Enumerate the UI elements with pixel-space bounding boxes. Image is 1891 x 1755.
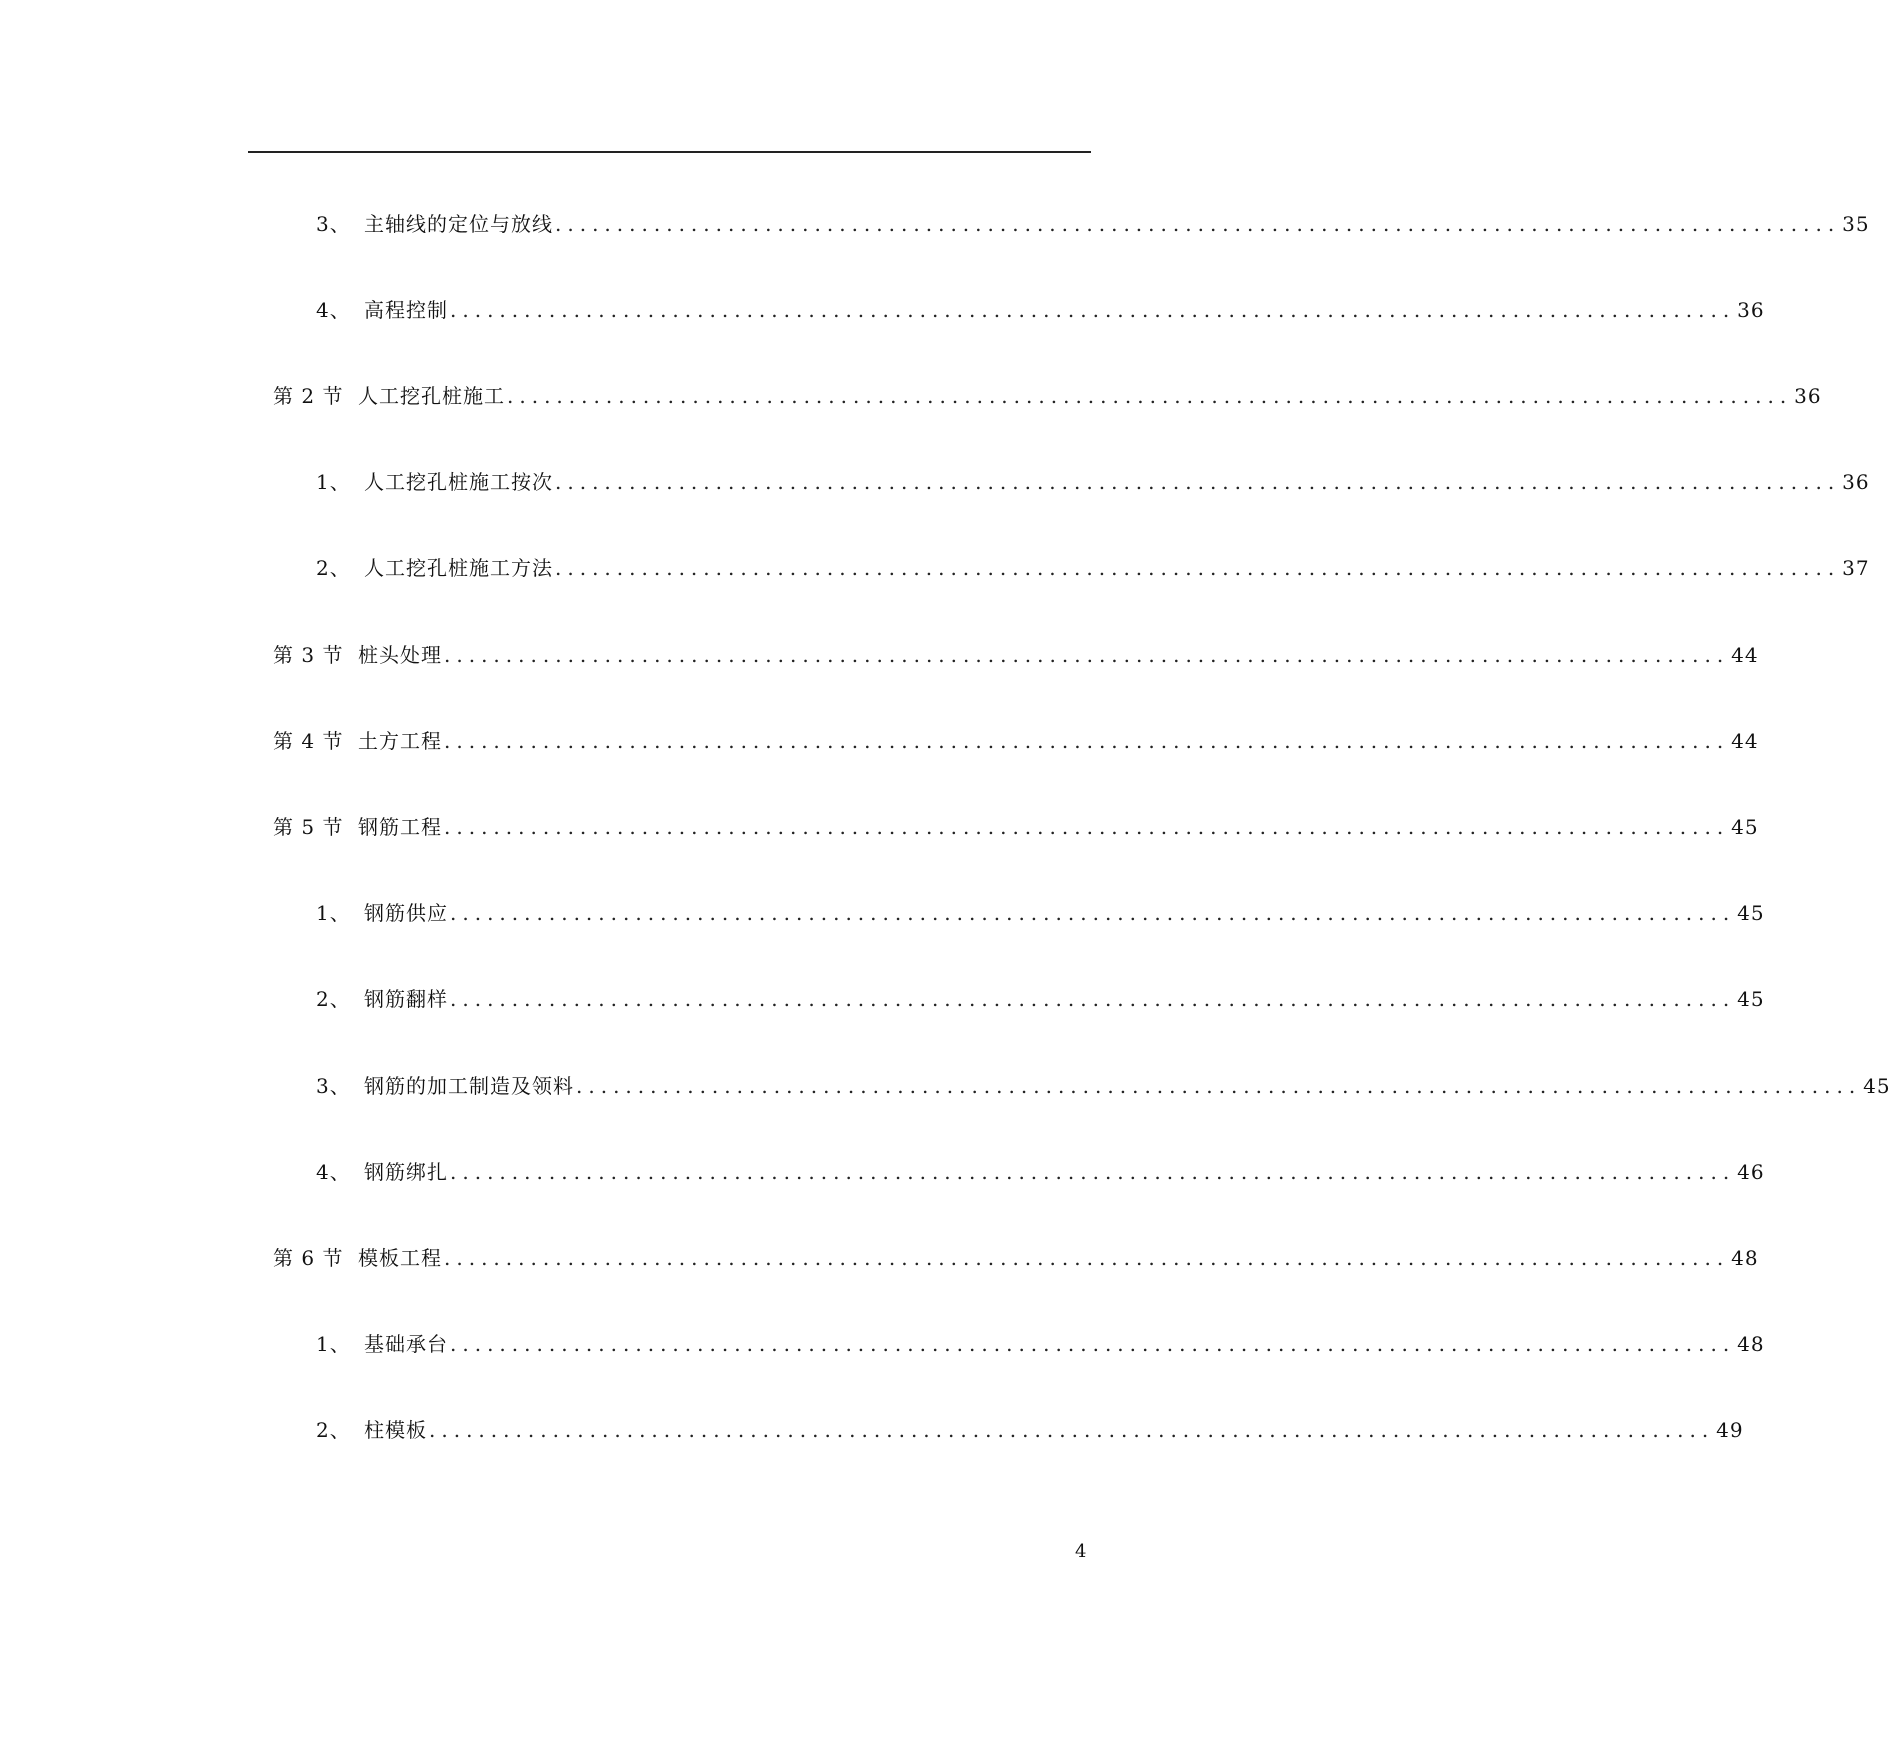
toc-entry-title: 钢筋的加工制造及领料 [364, 1074, 574, 1098]
toc-entry-title: 钢筋翻样 [364, 987, 448, 1011]
toc-entry[interactable] [316, 1329, 1765, 1359]
dot-leader: ........................................................................................................ [444, 729, 1730, 753]
toc-entry-page: 45 [1863, 1074, 1891, 1098]
toc-entry[interactable] [316, 1157, 1765, 1187]
toc-entry-number: 第 2 节 [273, 384, 344, 408]
toc-entry-number: 4、 [316, 298, 351, 322]
toc-entry-page: 45 [1731, 815, 1759, 839]
toc-entry-number: 4、 [316, 1160, 351, 1184]
dot-leader: ........................................................................................................ [429, 1418, 1715, 1442]
dot-leader: ........................................................................................................ [450, 298, 1736, 322]
toc-entry-title: 人工挖孔桩施工按次 [364, 470, 553, 494]
dot-leader: ........................................................................................................ [444, 1246, 1730, 1270]
toc-entry-title: 主轴线的定位与放线 [364, 212, 553, 236]
toc-entry[interactable] [316, 898, 1765, 928]
toc-entry-number: 第 6 节 [273, 1246, 344, 1270]
toc-entry-number: 1、 [316, 901, 351, 925]
toc-entry-page: 45 [1737, 987, 1765, 1011]
toc-entry[interactable] [316, 984, 1765, 1014]
dot-leader: ........................................................................................................ [450, 1332, 1736, 1356]
toc-entry-title: 桩头处理 [358, 643, 442, 667]
toc-entry-number: 1、 [316, 1332, 351, 1356]
toc-entry[interactable] [273, 381, 1822, 411]
dot-leader: ........................................................................................................ [555, 212, 1841, 236]
toc-entry-page: 35 [1842, 212, 1870, 236]
toc-entry-title: 人工挖孔桩施工 [358, 384, 505, 408]
toc-entry-title: 模板工程 [358, 1246, 442, 1270]
toc-entry[interactable] [273, 726, 1759, 756]
toc-entry-title: 钢筋供应 [364, 901, 448, 925]
toc-entry-page: 36 [1737, 298, 1765, 322]
toc-entry-title: 人工挖孔桩施工方法 [364, 556, 553, 580]
toc-entry[interactable] [316, 209, 1870, 239]
toc-entry-title: 高程控制 [364, 298, 448, 322]
toc-entry-page: 36 [1794, 384, 1822, 408]
toc-entry-page: 48 [1737, 1332, 1765, 1356]
toc-entry[interactable] [316, 553, 1870, 583]
toc-entry-page: 37 [1842, 556, 1870, 580]
toc-entry-number: 第 5 节 [273, 815, 344, 839]
toc-entry-page: 44 [1731, 643, 1759, 667]
toc-entry-title: 钢筋绑扎 [364, 1160, 448, 1184]
toc-entry[interactable] [316, 1415, 1744, 1445]
dot-leader: ........................................................................................................ [450, 901, 1736, 925]
toc-entry-number: 1、 [316, 470, 351, 494]
dot-leader: ........................................................................................................ [507, 384, 1793, 408]
toc-entry[interactable] [273, 640, 1759, 670]
toc-entry-title: 钢筋工程 [358, 815, 442, 839]
dot-leader: ........................................................................................................ [450, 1160, 1736, 1184]
dot-leader: ........................................................................................................ [576, 1074, 1862, 1098]
dot-leader: ........................................................................................................ [555, 556, 1841, 580]
toc-entry-page: 46 [1737, 1160, 1765, 1184]
dot-leader: ........................................................................................................ [444, 815, 1730, 839]
toc-entry[interactable] [316, 467, 1870, 497]
dot-leader: ........................................................................................................ [555, 470, 1841, 494]
toc-entry[interactable] [273, 812, 1759, 842]
toc-entry[interactable] [316, 1071, 1891, 1101]
toc-entry-number: 2、 [316, 1418, 351, 1442]
toc-entry-number: 第 3 节 [273, 643, 344, 667]
toc-entry-page: 45 [1737, 901, 1765, 925]
toc-entry-number: 3、 [316, 1074, 351, 1098]
toc-entry-page: 36 [1842, 470, 1870, 494]
toc-entry-page: 44 [1731, 729, 1759, 753]
dot-leader: ........................................................................................................ [450, 987, 1736, 1011]
toc-entry[interactable] [273, 1243, 1759, 1273]
toc-entry-title: 基础承台 [364, 1332, 448, 1356]
toc-entry-number: 2、 [316, 987, 351, 1011]
toc-entry-number: 2、 [316, 556, 351, 580]
toc-entry-number: 第 4 节 [273, 729, 344, 753]
toc-entry-page: 49 [1716, 1418, 1744, 1442]
page-number: 4 [1075, 1541, 1087, 1562]
toc-entry-title: 土方工程 [358, 729, 442, 753]
toc-entry[interactable] [316, 295, 1765, 325]
dot-leader: ........................................................................................................ [444, 643, 1730, 667]
toc-entry-page: 48 [1731, 1246, 1759, 1270]
toc-entry-number: 3、 [316, 212, 351, 236]
toc-entry-title: 柱模板 [364, 1418, 427, 1442]
